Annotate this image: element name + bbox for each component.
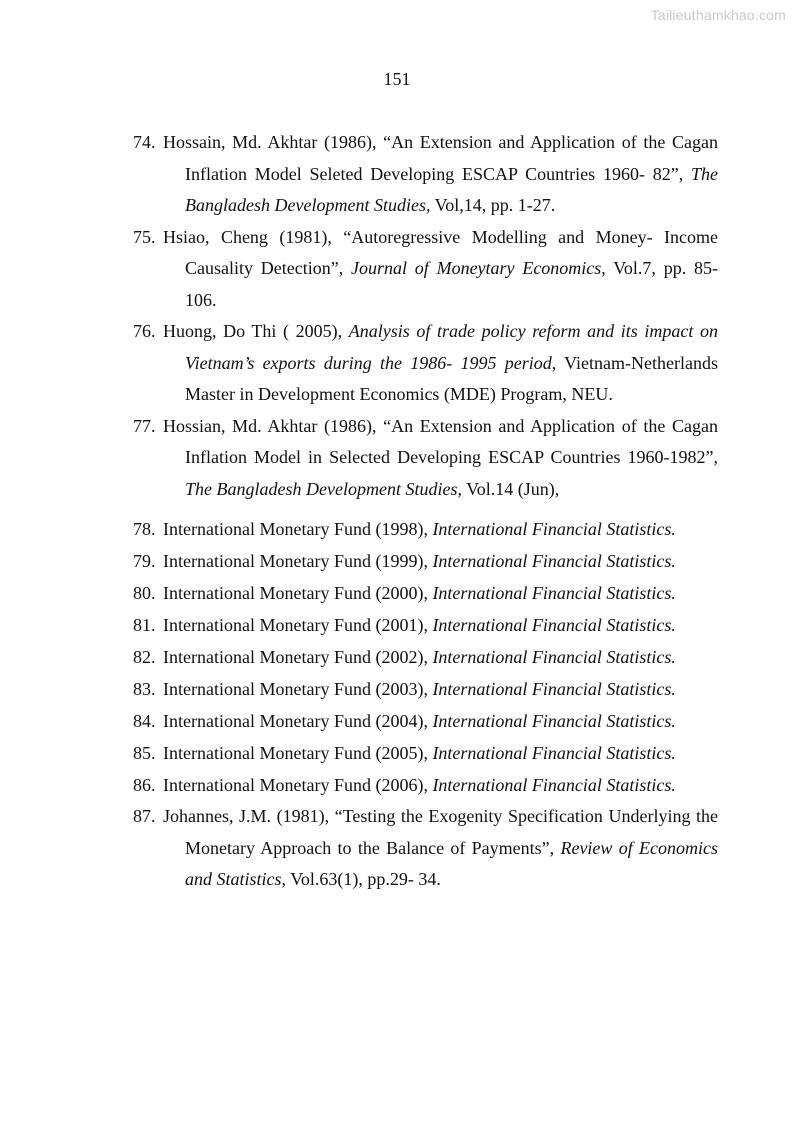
reference-item — [133, 545, 718, 577]
reference-item — [133, 769, 718, 801]
reference-text: , Vol.63(1), pp.29- 34. — [281, 869, 441, 889]
reference-item — [133, 127, 718, 222]
reference-item — [133, 316, 718, 411]
reference-title: International Financial Statistics. — [432, 743, 676, 763]
watermark-text: Tailieuthamkhao.com — [650, 7, 786, 23]
reference-title: International Financial Statistics. — [432, 647, 676, 667]
reference-text: International Monetary Fund (1998), — [163, 519, 433, 539]
reference-number: 75. — [133, 226, 156, 247]
reference-number: 79. — [133, 551, 156, 571]
reference-item — [133, 641, 718, 673]
reference-number: 82. — [133, 647, 156, 667]
reference-number: 87. — [133, 806, 156, 826]
reference-number: 78. — [133, 519, 156, 539]
reference-title: Review of Economics and Statistics — [185, 837, 718, 889]
reference-item — [133, 513, 718, 545]
reference-text: Hossain, Md. Akhtar (1986), “An Extension and Application of the Cagan Inflation Model Seleted Developing ESCAP Countries 1960- 82”, — [163, 132, 718, 184]
reference-number: 83. — [133, 679, 156, 699]
reference-number: 84. — [133, 711, 156, 731]
reference-number: 74. — [133, 132, 156, 152]
reference-number: 86. — [133, 775, 156, 795]
reference-text: International Monetary Fund (2002), — [163, 647, 433, 667]
reference-text: International Monetary Fund (2003), — [163, 679, 433, 699]
reference-title: International Financial Statistics. — [432, 615, 676, 635]
reference-item — [133, 801, 718, 896]
reference-item — [133, 609, 718, 641]
reference-text: , Vol.14 (Jun), — [457, 478, 560, 499]
reference-title: The Bangladesh Development Studies, — [185, 163, 718, 215]
page-number: 151 — [383, 69, 411, 89]
reference-text: Johannes, J.M. (1981), “Testing the Exogenity Specification Underlying the Monetary Approach to the Balance of Payments”, — [163, 806, 718, 858]
reference-title: Journal of Moneytary Economics — [351, 258, 602, 278]
reference-text: International Monetary Fund (2000), — [163, 583, 433, 603]
reference-text: , Vol.7, pp. 85-106. — [185, 258, 718, 310]
reference-list — [133, 127, 718, 896]
reference-number: 81. — [133, 615, 156, 635]
reference-item — [133, 222, 718, 317]
reference-number: 76. — [133, 321, 156, 341]
reference-text: Vol,14, pp. 1-27. — [430, 195, 556, 215]
reference-text: , Vietnam-Netherlands Master in Development Economics (MDE) Program, NEU. — [185, 352, 718, 404]
reference-text: International Monetary Fund (2005), — [163, 743, 433, 763]
reference-item — [133, 737, 718, 769]
reference-title: International Financial Statistics. — [432, 711, 676, 731]
reference-item — [133, 705, 718, 737]
reference-text: Huong, Do Thi ( 2005), — [163, 321, 349, 341]
reference-title: International Financial Statistics. — [432, 775, 676, 795]
reference-number: 85. — [133, 743, 156, 763]
reference-item — [133, 411, 718, 506]
reference-text: International Monetary Fund (2006), — [163, 775, 433, 795]
reference-number: 80. — [133, 583, 156, 603]
reference-title: The Bangladesh Development Studies — [185, 478, 458, 499]
reference-text: International Monetary Fund (2004), — [163, 711, 433, 731]
reference-item — [133, 577, 718, 609]
reference-text: Hossian, Md. Akhtar (1986), “An Extension and Application of the Cagan Inflation Model in Selected Developing ESCAP Countries 1960-1982”, — [163, 415, 718, 467]
reference-title: International Financial Statistics. — [432, 679, 676, 699]
reference-text: Hsiao, Cheng (1981), “Autoregressive Modelling and Money- Income Causality Detection”, — [163, 226, 718, 278]
reference-title: International Financial Statistics. — [432, 583, 676, 603]
reference-text: International Monetary Fund (1999), — [163, 551, 433, 571]
reference-text: International Monetary Fund (2001), — [163, 615, 433, 635]
reference-title: International Financial Statistics. — [432, 551, 676, 571]
reference-title: Analysis of trade policy reform and its impact on Vietnam’s exports during the 1986- 1995 period — [185, 321, 718, 373]
reference-item — [133, 673, 718, 705]
reference-title: International Financial Statistics. — [432, 519, 676, 539]
reference-number: 77. — [133, 415, 156, 436]
